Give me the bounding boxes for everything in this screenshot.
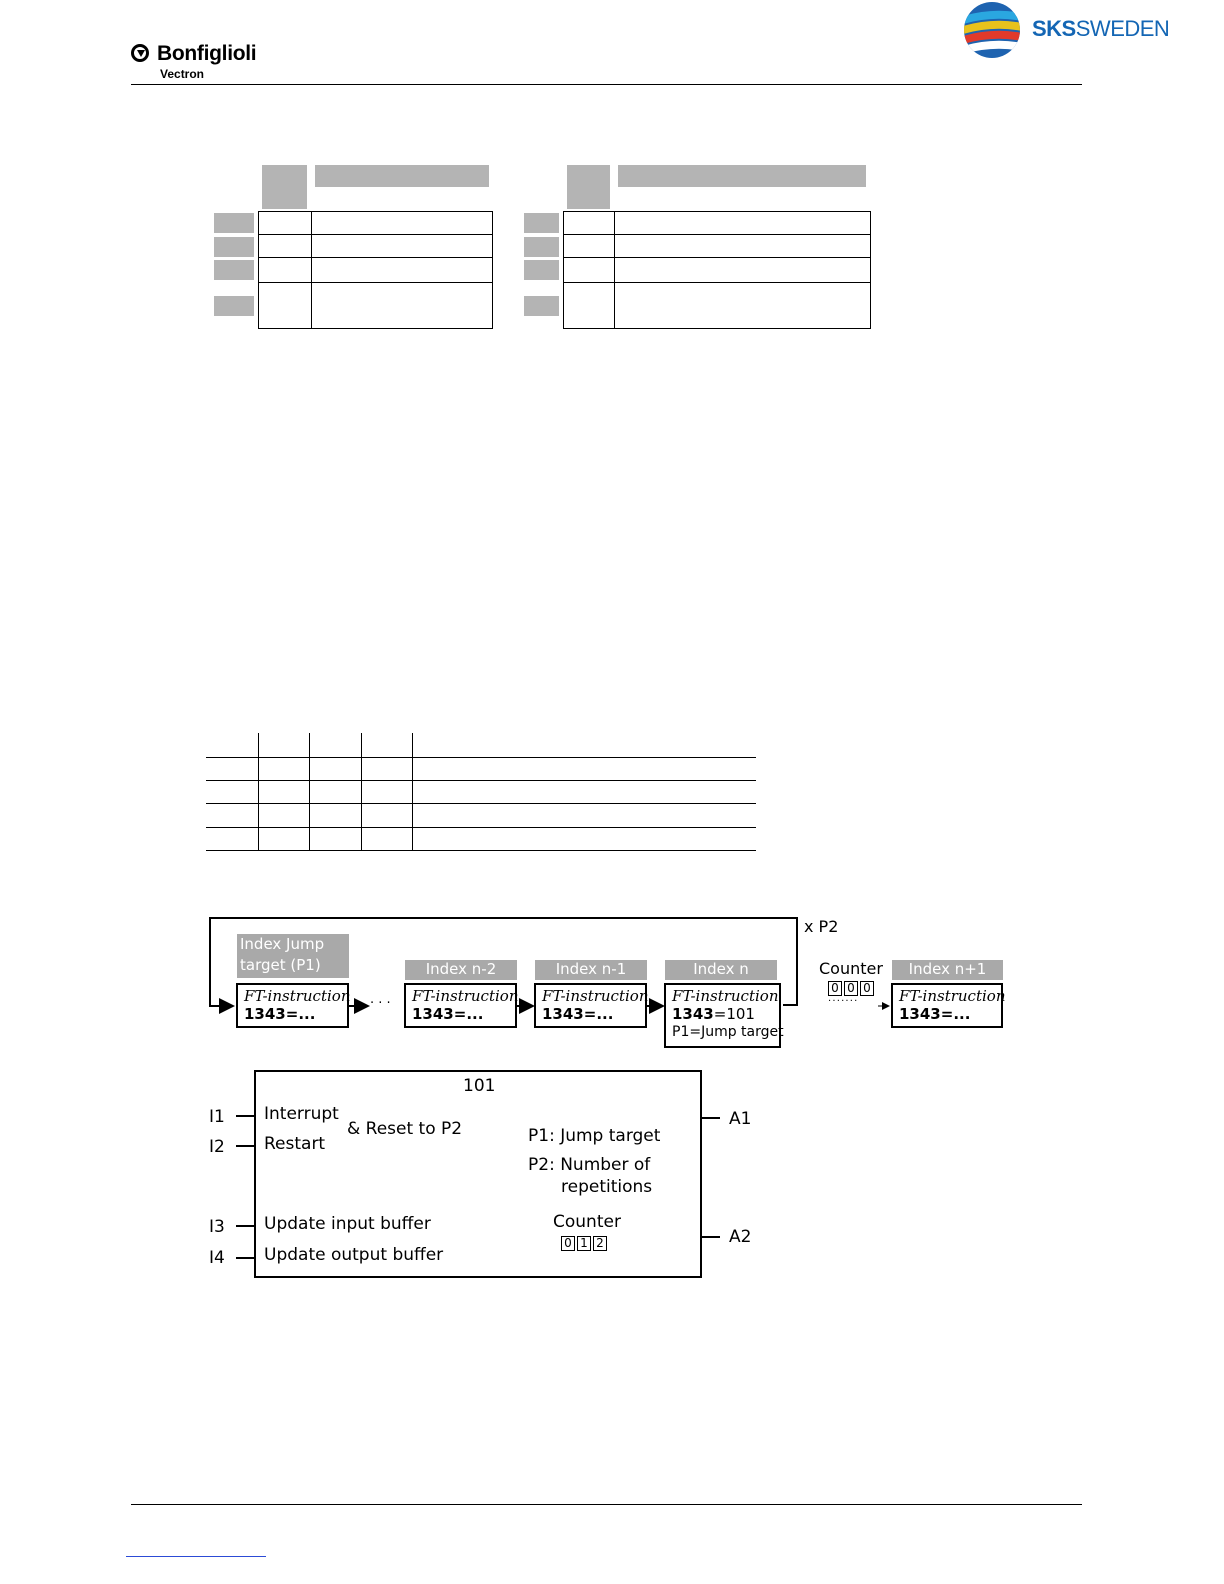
input-i1-label: I1: [209, 1107, 225, 1127]
index-nm1-header: Index n-1: [535, 960, 647, 980]
jump-target-header: Index Jump target (P1): [237, 934, 349, 978]
index-nm2-header: Index n-2: [405, 960, 517, 980]
counter-digit: 1: [577, 1236, 591, 1251]
update-output-label: Update output buffer: [264, 1245, 444, 1265]
counter-digit: 0: [828, 981, 842, 996]
counter-display: [828, 981, 874, 996]
input-i2-label: I2: [209, 1137, 225, 1157]
dotted-ellipsis: · · · · · · ·: [828, 996, 857, 1007]
p1-label: P1: Jump target: [528, 1126, 661, 1146]
update-input-label: Update input buffer: [264, 1214, 431, 1234]
instruction-label: FT-instruction: [244, 987, 351, 1005]
block-title: 101: [463, 1076, 496, 1096]
index-n-header: Index n: [665, 960, 777, 980]
brand-name: Bonfiglioli: [157, 42, 257, 65]
interrupt-label: Interrupt: [264, 1104, 339, 1124]
input-i4-label: I4: [209, 1248, 225, 1268]
instruction-code: 1343=...: [412, 1005, 484, 1023]
footer-link-underline[interactable]: [126, 1556, 266, 1557]
output-a2-label: A2: [729, 1227, 752, 1247]
restart-label: Restart: [264, 1134, 326, 1154]
index-np1-box: [891, 983, 1006, 1028]
index-nm1-box: [534, 983, 647, 1028]
instruction-label: FT-instruction: [899, 987, 1006, 1005]
instruction-label: FT-instruction: [412, 987, 519, 1005]
brand-subname: Vectron: [160, 67, 205, 81]
jump-target-param: P1=Jump target: [672, 1024, 784, 1040]
instruction-code: 1343=...: [899, 1005, 971, 1023]
instruction-code: 1343=101: [672, 1005, 755, 1023]
index-nm2-box: [404, 983, 517, 1028]
input-i3-label: I3: [209, 1217, 225, 1237]
p2-label: P2: Number of: [528, 1155, 651, 1175]
counter-digit: 0: [561, 1236, 575, 1251]
instruction-label: FT-instruction: [672, 987, 779, 1005]
ellipsis: · · ·: [370, 996, 391, 1011]
block-counter-label: Counter: [553, 1212, 621, 1232]
p2-label-cont: repetitions: [561, 1177, 653, 1197]
footer-rule: [131, 1504, 1082, 1505]
counter-label: Counter: [819, 959, 883, 978]
repeat-label: x P2: [804, 917, 839, 936]
block-counter-display: [561, 1236, 607, 1251]
sks-wordmark: SKSSWEDEN: [1032, 16, 1170, 41]
reset-label: & Reset to P2: [347, 1119, 463, 1139]
instruction-label: FT-instruction: [542, 987, 649, 1005]
index-n-box: [664, 983, 784, 1048]
index-np1-header: Index n+1: [892, 960, 1003, 980]
jump-target-box: [236, 983, 349, 1028]
counter-digit: 0: [860, 981, 874, 996]
instruction-code: 1343=...: [244, 1005, 316, 1023]
output-a1-label: A1: [729, 1109, 752, 1129]
instruction-code: 1343=...: [542, 1005, 614, 1023]
counter-digit: 2: [593, 1236, 607, 1251]
counter-digit: 0: [844, 981, 858, 996]
